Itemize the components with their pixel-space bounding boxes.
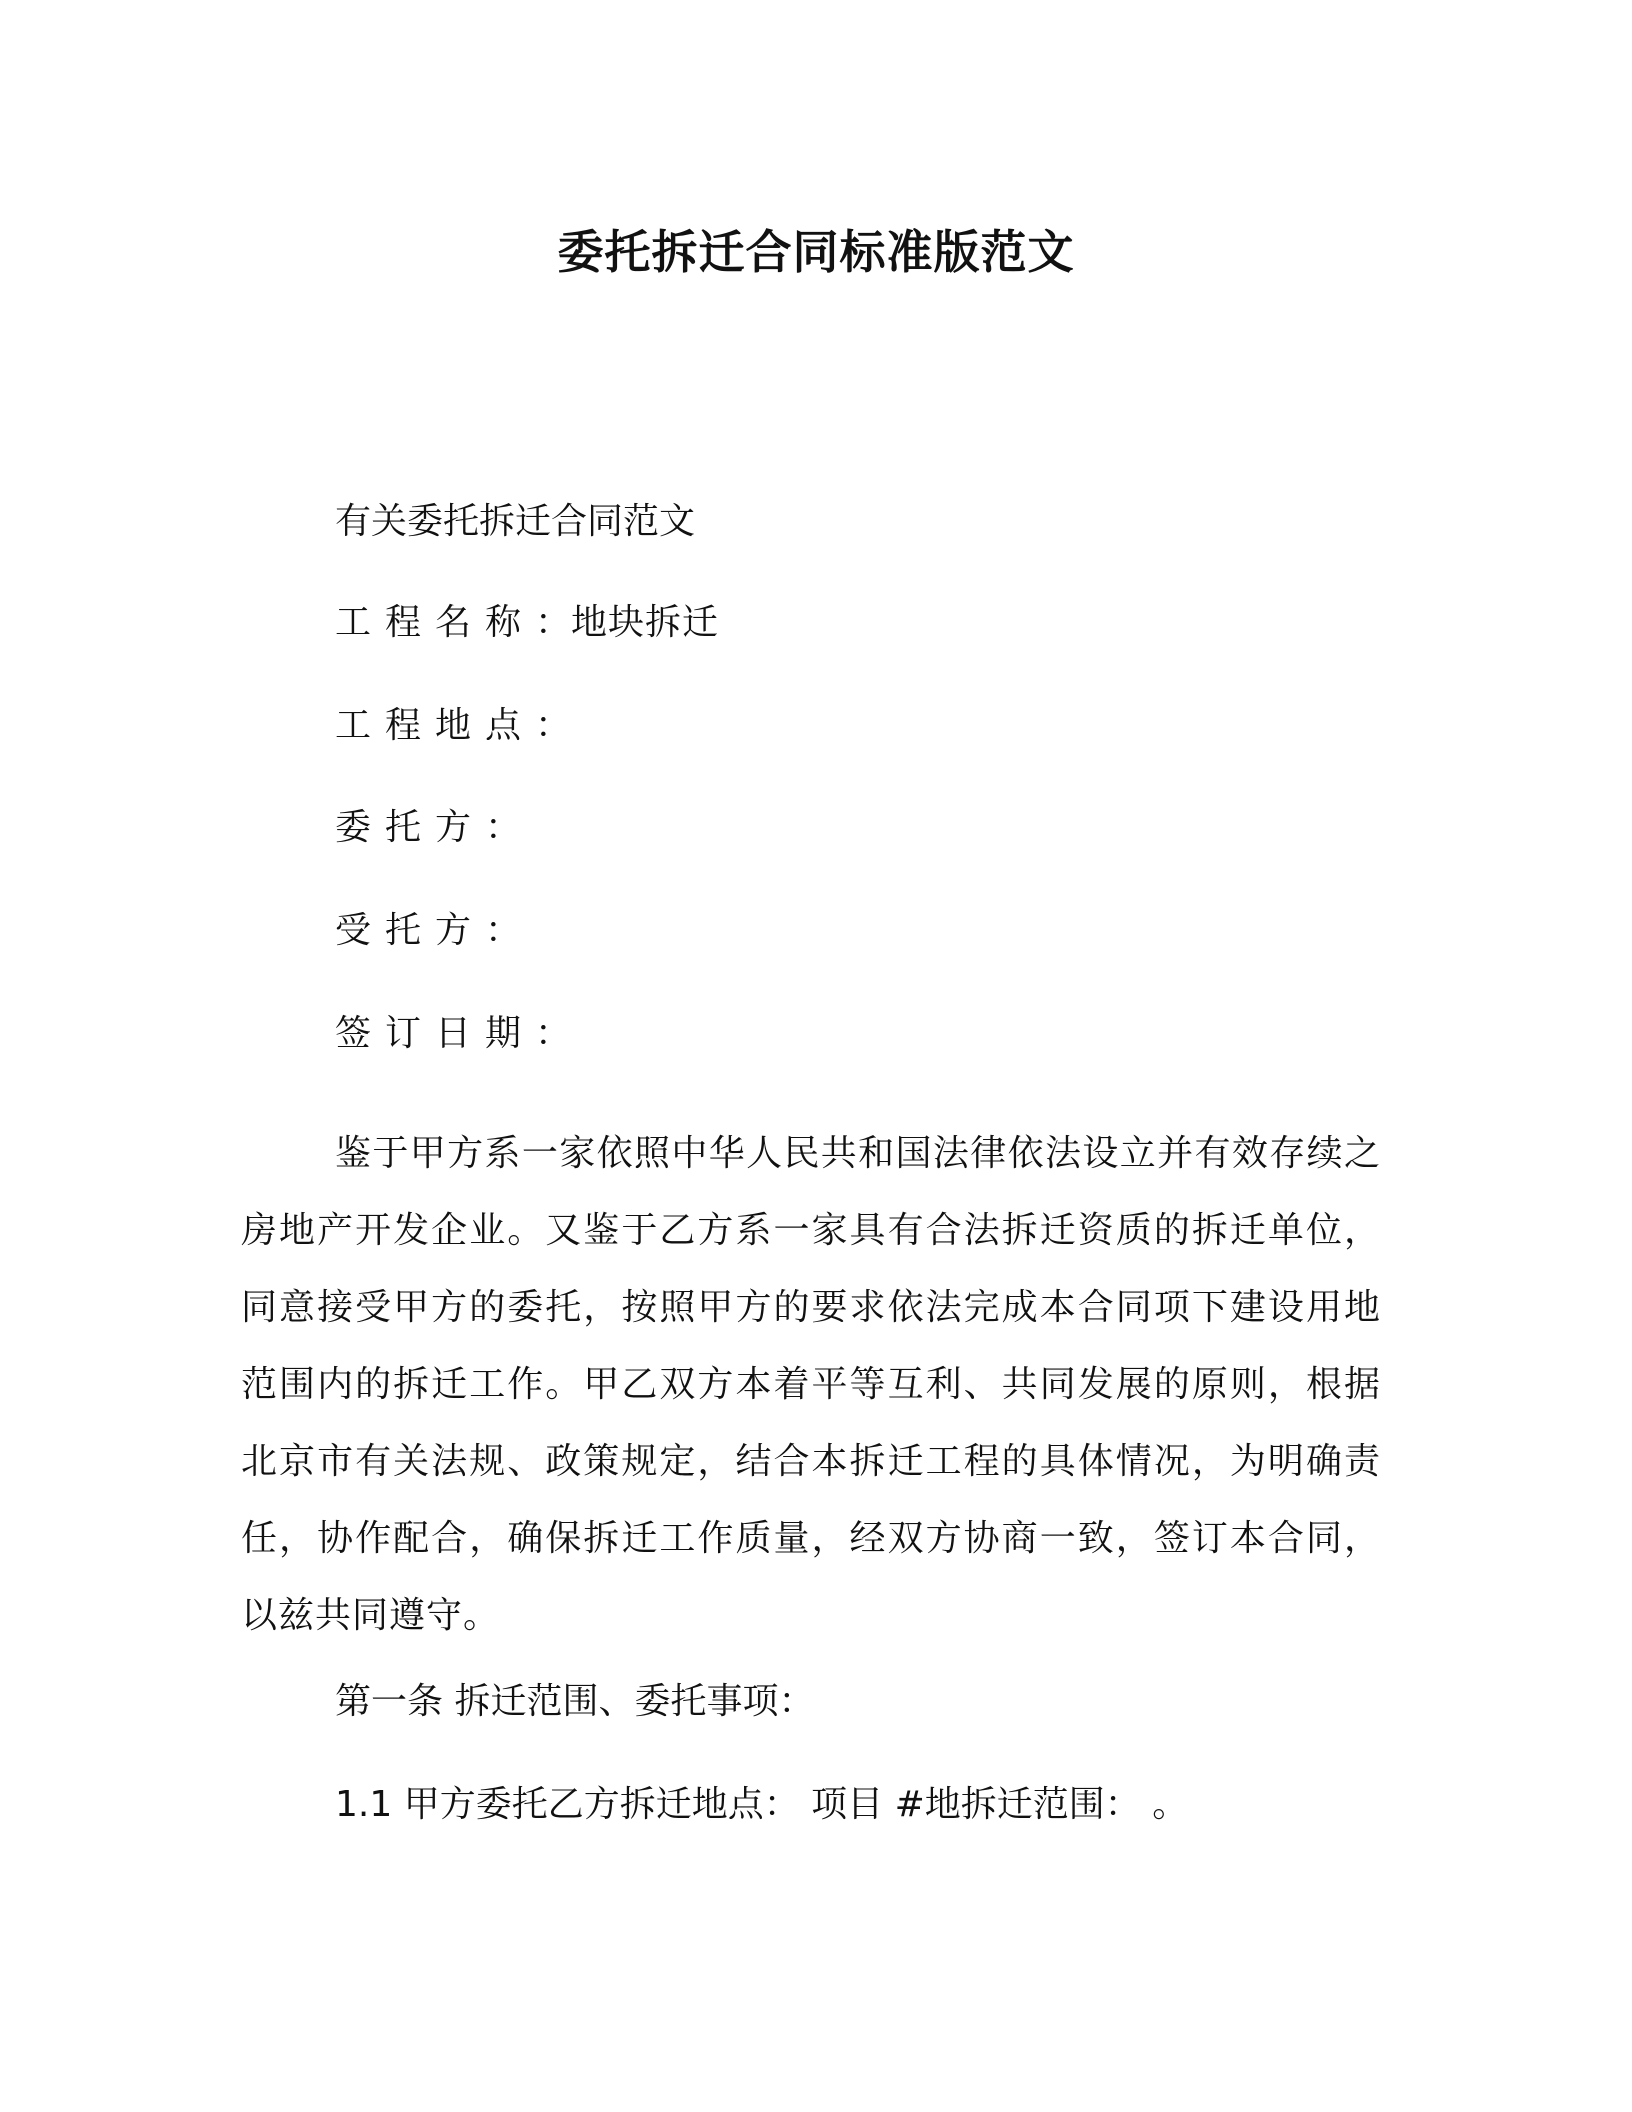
- field-label: 工程名称: [335, 602, 536, 643]
- field-label: 工程地点: [335, 705, 536, 746]
- field-project-location: [335, 701, 571, 751]
- document-title: 委托拆迁合同标准版范文: [557, 225, 1075, 279]
- field-colon: ：: [485, 807, 522, 848]
- field-contractor: [335, 906, 521, 956]
- field-sign-date: [335, 1009, 571, 1059]
- field-value: 地块拆迁: [571, 602, 720, 643]
- field-colon: ：: [535, 1013, 572, 1054]
- clause-1-1: 1.1 甲方委托乙方拆迁地点： 项目 #地拆迁范围： 。: [335, 1784, 1189, 1825]
- field-colon: ：: [535, 705, 572, 746]
- field-label: 受托方: [335, 910, 486, 951]
- field-label: 委托方: [335, 807, 486, 848]
- field-label: 签订日期: [335, 1013, 536, 1054]
- field-project-name: [335, 598, 719, 648]
- field-client: [335, 803, 521, 853]
- preamble-paragraph: 鉴于甲方系一家依照中华人民共和国法律依法设立并有效存续之房地产开发企业。又鉴于乙方系一家具有合法拆迁资质的拆迁单位，同意接受甲方的委托，按照甲方的要求依法完成本合同项下建设用地范围内的拆迁工作。甲乙双方本着平等互利、共同发展的原则，根据北京市有关法规、政策规定，结合本拆迁工程的具体情况，为明确责任，协作配合，确保拆迁工作质量，经双方协商一致，签订本合同，以兹共同遵守。: [241, 1133, 1381, 1636]
- field-colon: ：: [535, 602, 572, 643]
- document-subtitle: 有关委托拆迁合同范文: [335, 501, 696, 542]
- article-1-heading: 第一条 拆迁范围、委托事项：: [335, 1681, 815, 1722]
- field-colon: ：: [485, 910, 522, 951]
